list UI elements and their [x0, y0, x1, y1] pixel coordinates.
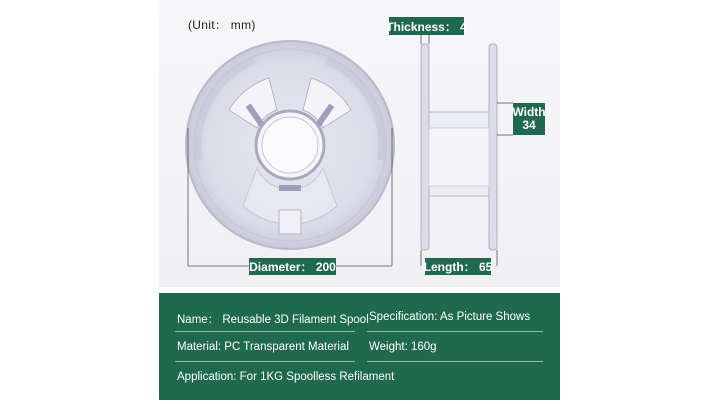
- width-value: 34: [522, 118, 536, 132]
- spec-name: Name： Reusable 3D Filament Spool: [177, 314, 369, 326]
- spec-weight: Weight: 160g: [369, 341, 437, 353]
- spool-side-view: [421, 27, 513, 266]
- spool-front-view: [186, 41, 394, 266]
- spool-illustration: [159, 0, 560, 287]
- unit-label: (Unit： mm): [188, 18, 256, 32]
- width-tag: [513, 103, 545, 135]
- divider: [367, 331, 543, 332]
- spec-material: Material: PC Transparent Material: [177, 341, 349, 353]
- spec-row-1: [159, 303, 560, 333]
- spec-row-2: [159, 333, 560, 363]
- spec-specification: Specification: As Picture Shows: [369, 311, 531, 323]
- diameter-tag: Diameter： 200: [249, 260, 336, 274]
- width-label: Width: [512, 105, 546, 119]
- divider: [367, 361, 543, 362]
- spec-application: Application: For 1KG Spoolless Refilament: [177, 371, 395, 383]
- length-tag: Length： 65: [423, 260, 493, 274]
- spec-row-3: [159, 363, 560, 393]
- thickness-tag: Thickness： 4: [389, 17, 464, 35]
- spec-panel: [159, 293, 560, 400]
- divider: [175, 361, 355, 362]
- divider: [175, 331, 355, 332]
